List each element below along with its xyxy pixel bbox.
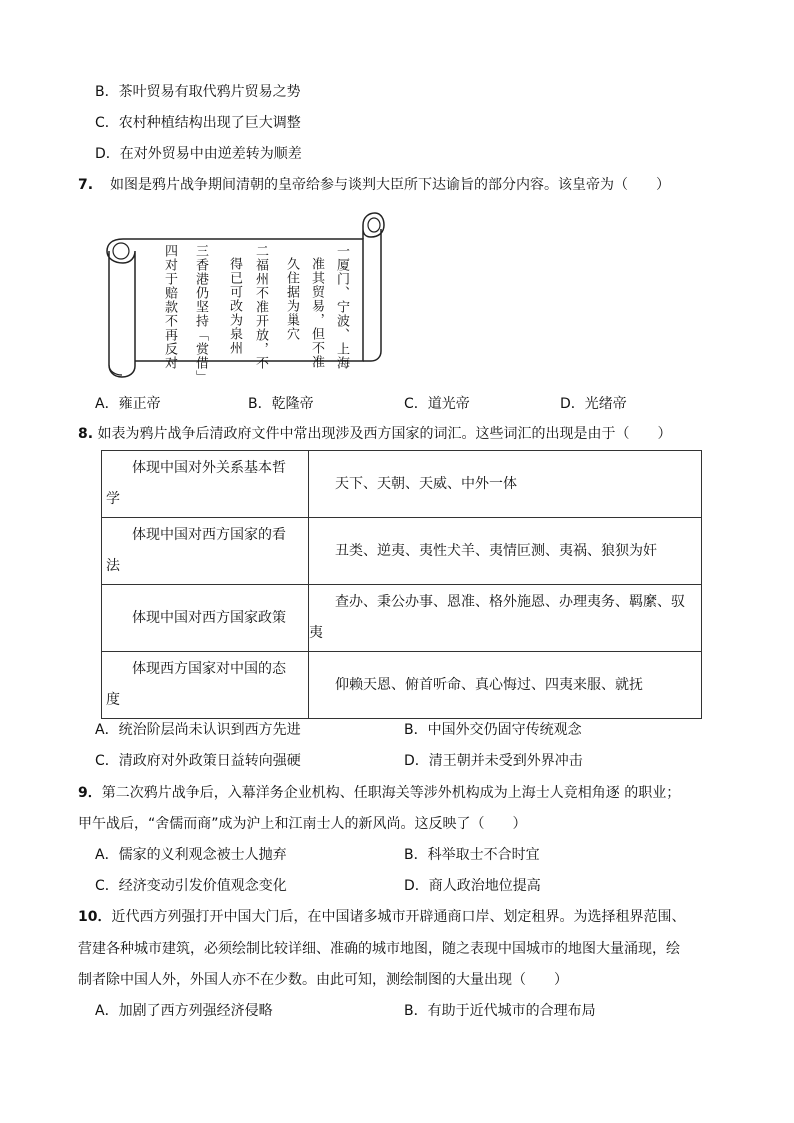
imperial-edict-scroll bbox=[105, 211, 385, 384]
question-number: 10． bbox=[78, 909, 112, 925]
option-b-prev: B．茶叶贸易有取代鸦片贸易之势 bbox=[95, 84, 301, 100]
question-stem: 如表为鸦片战争后清政府文件中常出现涉及西方国家的词汇。这些词汇的出现是由于（ ） bbox=[97, 426, 672, 442]
q8-option-c: C．清政府对外政策日益转向强硬 bbox=[95, 753, 301, 769]
question-number: 8. bbox=[78, 426, 94, 442]
q8-option-b: B．中国外交仍固守传统观念 bbox=[404, 722, 582, 738]
q7-option-c: C．道光帝 bbox=[404, 396, 470, 412]
table-cell: 仰赖天恩、俯首听命、真心悔过、四夷来服、就抚 bbox=[309, 652, 702, 719]
question-stem-line-1: 第二次鸦片战争后，入幕洋务企业机构、任职海关等涉外机构成为上海士人竞相角逐 的职业； bbox=[101, 785, 681, 801]
edict-column-7: 四对于赔款不再反对 bbox=[162, 244, 177, 370]
q10-option-b: B．有助于近代城市的合理布局 bbox=[404, 1003, 596, 1019]
table-cell: 丑类、逆夷、夷性犬羊、夷情叵测、夷祸、狼狈为奸 bbox=[309, 518, 702, 585]
table-header-cell: 体现中国对西方国家政策 bbox=[102, 585, 309, 652]
question-8 bbox=[78, 424, 672, 444]
edict-column-6: 三香港仍坚持「赏借」 bbox=[193, 244, 208, 384]
option-d-prev: D．在对外贸易中由逆差转为顺差 bbox=[95, 146, 302, 162]
edict-column-3: 久住据为巢穴 bbox=[284, 257, 299, 341]
q7-option-a: A．雍正帝 bbox=[95, 396, 161, 412]
question-stem-line-2: 营建各种城市建筑，必须绘制比较详细、准确的城市地图，随之表现中国城市的地图大量涌现，绘 bbox=[78, 941, 680, 957]
table-row bbox=[102, 518, 702, 585]
q8-option-d: D．清王朝并未受到外界冲击 bbox=[404, 753, 583, 769]
table-row bbox=[102, 652, 702, 719]
q9-option-c: C．经济变动引发价值观念变化 bbox=[95, 878, 287, 894]
question-9 bbox=[78, 783, 680, 803]
table-header-cell: 体现西方国家对中国的态 度 bbox=[102, 652, 309, 719]
q9-option-d: D．商人政治地位提高 bbox=[404, 878, 541, 894]
question-number: 7. bbox=[78, 177, 94, 193]
q8-option-a: A．统治阶层尚未认识到西方先进 bbox=[95, 722, 301, 738]
vocabulary-table bbox=[101, 450, 702, 719]
q10-option-a: A．加剧了西方列强经济侵略 bbox=[95, 1003, 273, 1019]
edict-column-2: 准其贸易，但不准 bbox=[309, 257, 324, 369]
question-stem-line-2: 甲午战后，“舍儒而商”成为沪上和江南士人的新风尚。这反映了（ ） bbox=[78, 816, 527, 832]
edict-column-1: 一厦门、宁波、上海 bbox=[334, 244, 349, 370]
question-stem: 如图是鸦片战争期间清朝的皇帝给参与谈判大臣所下达谕旨的部分内容。该皇帝为（ ） bbox=[109, 177, 670, 193]
question-7 bbox=[78, 175, 670, 195]
edict-column-4: 二福州不准开放，不 bbox=[253, 244, 268, 370]
q7-option-d: D．光绪帝 bbox=[560, 396, 627, 412]
q9-option-b: B．科举取士不合时宜 bbox=[404, 847, 540, 863]
question-number: 9． bbox=[78, 785, 102, 801]
table-row bbox=[102, 451, 702, 518]
edict-column-5: 得已可改为泉州 bbox=[227, 257, 242, 355]
table-cell: 天下、天朝、天威、中外一体 bbox=[309, 451, 702, 518]
question-stem-line-1: 近代西方列强打开中国大门后，在中国诸多城市开辟通商口岸、划定租界。为选择租界范围、 bbox=[111, 909, 686, 925]
option-c-prev: C．农村种植结构出现了巨大调整 bbox=[95, 115, 301, 131]
q7-option-b: B．乾隆帝 bbox=[248, 396, 314, 412]
table-header-cell: 体现中国对外关系基本哲 学 bbox=[102, 451, 309, 518]
question-stem-line-3: 制者除中国人外，外国人亦不在少数。由此可知，测绘制图的大量出现（ ） bbox=[78, 972, 568, 988]
question-10 bbox=[78, 907, 685, 927]
table-cell: 查办、秉公办事、恩准、格外施恩、办理夷务、羁縻、驭 夷 bbox=[309, 585, 702, 652]
table-header-cell: 体现中国对西方国家的看 法 bbox=[102, 518, 309, 585]
q9-option-a: A．儒家的义利观念被士人抛弃 bbox=[95, 847, 287, 863]
table-row bbox=[102, 585, 702, 652]
